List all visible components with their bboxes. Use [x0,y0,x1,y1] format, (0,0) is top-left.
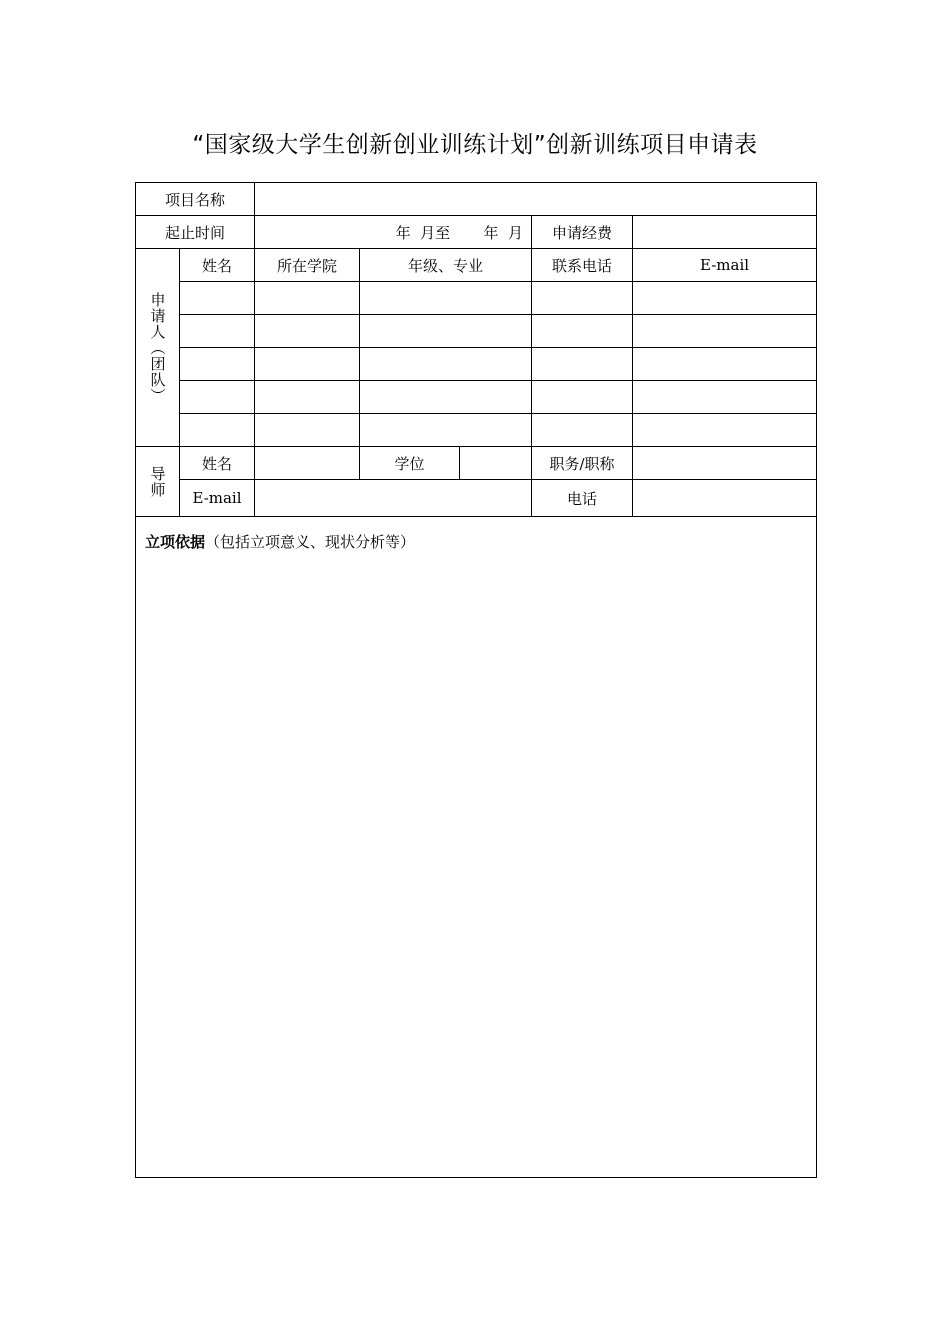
applicants-header-phone: 联系电话 [532,249,633,282]
advisor-group-label [136,447,180,517]
table-row [136,348,817,381]
applicant-college-cell[interactable] [255,381,360,414]
table-row [136,414,817,447]
advisor-title-label: 职务/职称 [532,447,633,480]
applicant-phone-cell[interactable] [532,381,633,414]
applicant-grade-major-cell[interactable] [360,315,532,348]
applicant-college-cell[interactable] [255,282,360,315]
applicant-grade-major-cell[interactable] [360,381,532,414]
table-row [136,315,817,348]
advisor-name-label: 姓名 [180,447,255,480]
project-name-row [136,183,817,216]
applicants-header-email: E-mail [633,249,817,282]
applicant-email-cell[interactable] [633,315,817,348]
page-title: “国家级大学生创新创业训练计划”创新训练项目申请表 [192,132,758,158]
advisor-degree-field[interactable] [460,447,532,480]
applicants-group-text: 申请人（团队） [148,291,167,404]
application-form [135,182,817,1178]
project-name-field[interactable] [255,183,817,216]
applicants-header-name: 姓名 [180,249,255,282]
applicants-header-college: 所在学院 [255,249,360,282]
basis-field[interactable] [136,517,817,1178]
table-row [136,282,817,315]
applicants-group-label [136,249,180,447]
applicant-college-cell[interactable] [255,315,360,348]
basis-row [136,517,817,1178]
applicant-grade-major-cell[interactable] [360,348,532,381]
applicant-college-cell[interactable] [255,348,360,381]
advisor-phone-label: 电话 [532,480,633,517]
applicant-name-cell[interactable] [180,282,255,315]
advisor-name-field[interactable] [255,447,360,480]
applicant-phone-cell[interactable] [532,282,633,315]
applicant-grade-major-cell[interactable] [360,282,532,315]
advisor-email-field[interactable] [255,480,532,517]
funding-label: 申请经费 [532,216,633,249]
period-label: 起止时间 [136,216,255,249]
applicant-college-cell[interactable] [255,414,360,447]
applicant-name-cell[interactable] [180,348,255,381]
applicant-email-cell[interactable] [633,381,817,414]
applicant-grade-major-cell[interactable] [360,414,532,447]
project-name-label: 项目名称 [136,183,255,216]
applicants-header-grade-major: 年级、专业 [360,249,532,282]
advisor-phone-field[interactable] [633,480,817,517]
applicant-name-cell[interactable] [180,381,255,414]
advisor-group-text: 导师 [148,465,167,498]
table-row [136,381,817,414]
applicant-email-cell[interactable] [633,414,817,447]
applicant-phone-cell[interactable] [532,315,633,348]
basis-note: （包括立项意义、现状分析等） [205,533,416,551]
period-row [136,216,817,249]
advisor-degree-label: 学位 [360,447,460,480]
applicants-header-row [136,249,817,282]
advisor-row-2 [136,480,817,517]
applicant-name-cell[interactable] [180,414,255,447]
period-date-field[interactable]: 年 月至 年 月 [255,216,532,249]
funding-field[interactable] [633,216,817,249]
applicant-email-cell[interactable] [633,282,817,315]
applicant-phone-cell[interactable] [532,348,633,381]
applicant-phone-cell[interactable] [532,414,633,447]
basis-label: 立项依据 [145,533,206,551]
applicant-email-cell[interactable] [633,348,817,381]
advisor-row-1 [136,447,817,480]
advisor-email-label: E-mail [180,480,255,517]
applicant-name-cell[interactable] [180,315,255,348]
advisor-title-field[interactable] [633,447,817,480]
